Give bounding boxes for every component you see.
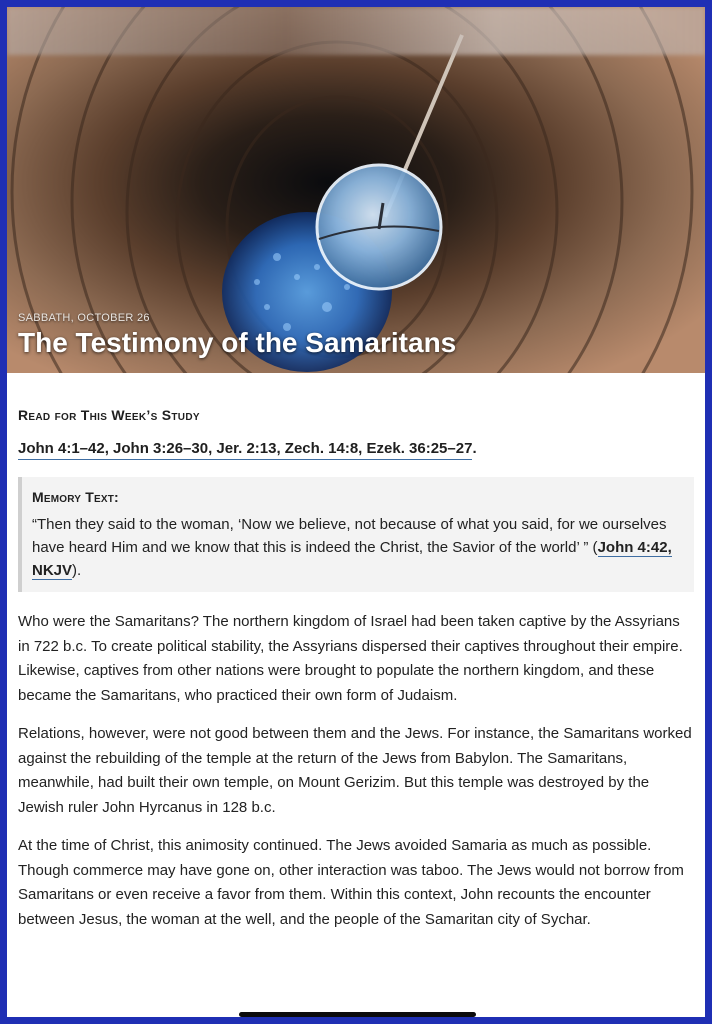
paragraph-2: Relations, however, were not good between them and the Jews. For instance, the Samaritans worked against the rebuilding of the temple at the return of the Jews from Babylon. The Samaritans, meanwhile, had built their own temple, on Mount Gerizim. But this temple was destroyed by the Jewish ruler John Hyrcanus in 128 b.c.: [18, 725, 692, 816]
lesson-title: The Testimony of the Samaritans: [18, 327, 457, 358]
home-indicator[interactable]: [239, 1012, 476, 1017]
lesson-date: SABBATH, OCTOBER 26: [18, 312, 150, 324]
screen-frame: [7, 7, 705, 1017]
hero-image-well: [7, 7, 705, 373]
memory-quote-end: ).: [72, 562, 82, 579]
memory-text-box: [18, 477, 694, 592]
memory-heading: Memory Text:: [32, 489, 119, 505]
study-heading: Read for This Week’s Study: [18, 407, 200, 423]
memory-quote-text: “Then they said to the woman, ‘Now we believe, not because of what you said, for we ourselves have heard Him and we know that this is indeed the Christ, the Savior of the world’ ” (: [32, 516, 667, 556]
study-references: [18, 437, 694, 461]
blurred-status-bar: [7, 7, 705, 55]
paragraph-3: At the time of Christ, this animosity continued. The Jews avoided Samaria as much as possible. Though commerce may have gone on, other interaction was taboo. The Jews would not borrow from Samaritans or even receive a favor from them. Within this context, John recounts the encounter between Jesus, the woman at the well, and the people of the Samaritan city of Sychar.: [18, 837, 684, 928]
memory-quote: [32, 513, 680, 582]
lesson-content: [18, 407, 694, 946]
paragraph-1: Who were the Samaritans? The northern kingdom of Israel had been taken captive by the Assyrians in 722 b.c. To create political stability, the Assyrians dispersed their captives throughout their empire. Likewise, captives from other nations were brought to populate the northern kingdom, and these became the Samaritans, who practiced their own form of Judaism.: [18, 613, 683, 704]
memory-reference-link[interactable]: John 4:42, NKJV: [32, 539, 672, 579]
references-period: .: [472, 440, 477, 457]
study-references-link[interactable]: John 4:1–42, John 3:26–30, Jer. 2:13, Zech. 14:8, Ezek. 36:25–27: [18, 440, 472, 460]
